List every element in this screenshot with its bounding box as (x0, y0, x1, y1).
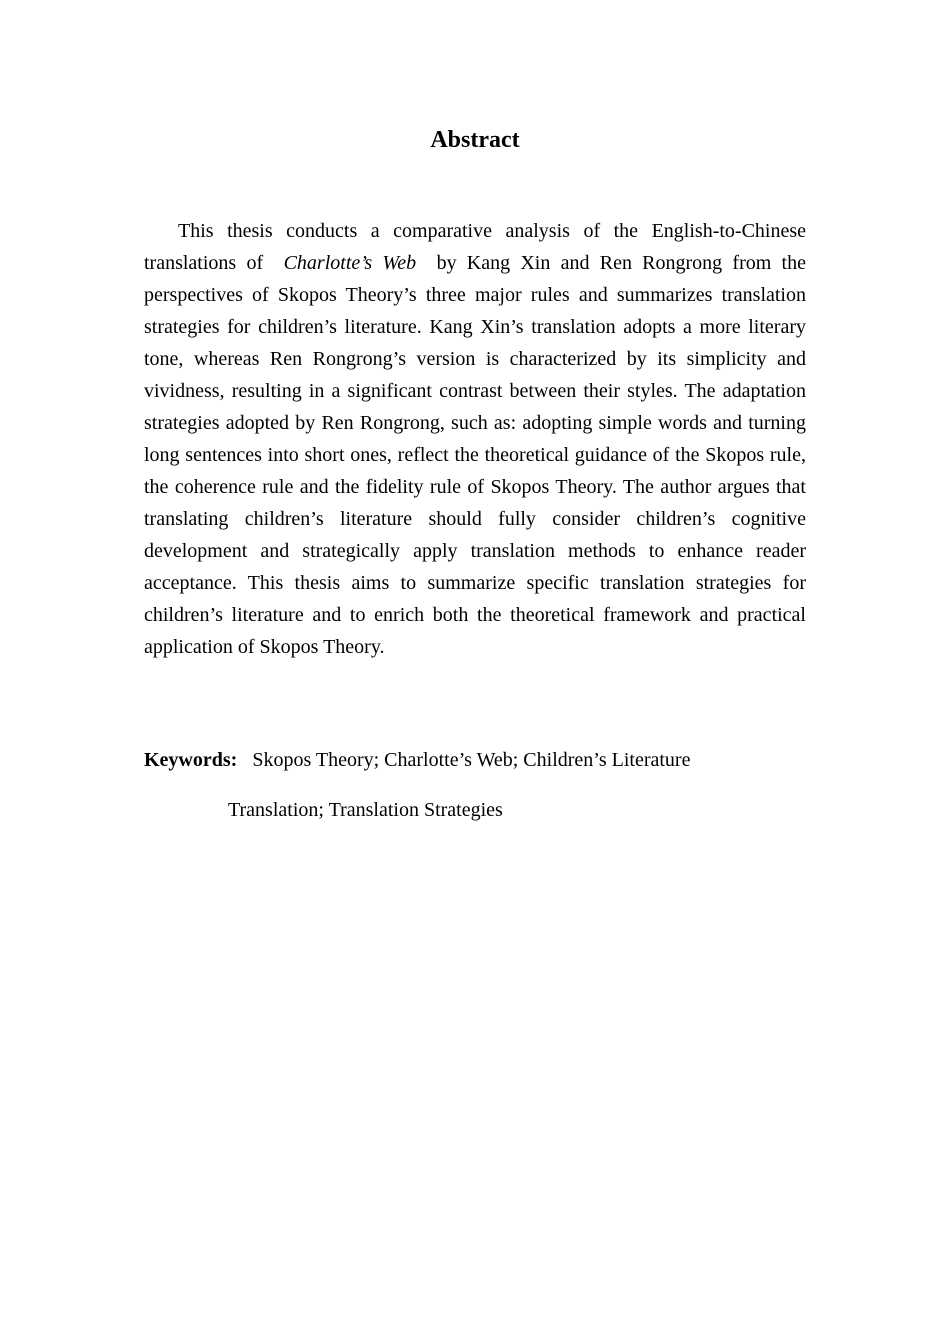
book-title-italic: Charlotte’s Web (283, 252, 417, 274)
abstract-title: Abstract (430, 127, 520, 153)
abstract-paragraph (144, 215, 806, 663)
abstract-text-part1: This thesis conducts a comparative analysis of the English-to-Chinese translations of (144, 220, 806, 274)
keywords-block (144, 735, 806, 835)
abstract-text-part2: by Kang Xin and Ren Rongrong from the perspectives of Skopos Theory’s three major rules and summarizes translation strategies for children’s literature. Kang Xin’s translation adopts a more literary tone, whereas Ren Rongrong’s version is characterized by its simplicity and vividness, resulting in a significant contrast between their styles. The adaptation strategies adopted by Ren Rongrong, such as: adopting simple words and turning long sentences into short ones, reflect the theoretical guidance of the Skopos rule, the coherence rule and the fidelity rule of Skopos Theory. The author argues that translating children’s literature should fully consider children’s cognitive development and strategically apply translation methods to enhance reader acceptance. This thesis aims to summarize specific translation strategies for children’s literature and to enrich both the theoretical framework and practical application of Skopos Theory. (144, 252, 806, 658)
keywords-line1: Skopos Theory; Charlotte’s Web; Children’s Literature (252, 749, 691, 771)
keywords-label: Keywords: (144, 749, 238, 771)
keywords-line2: Translation; Translation Strategies (228, 799, 503, 821)
